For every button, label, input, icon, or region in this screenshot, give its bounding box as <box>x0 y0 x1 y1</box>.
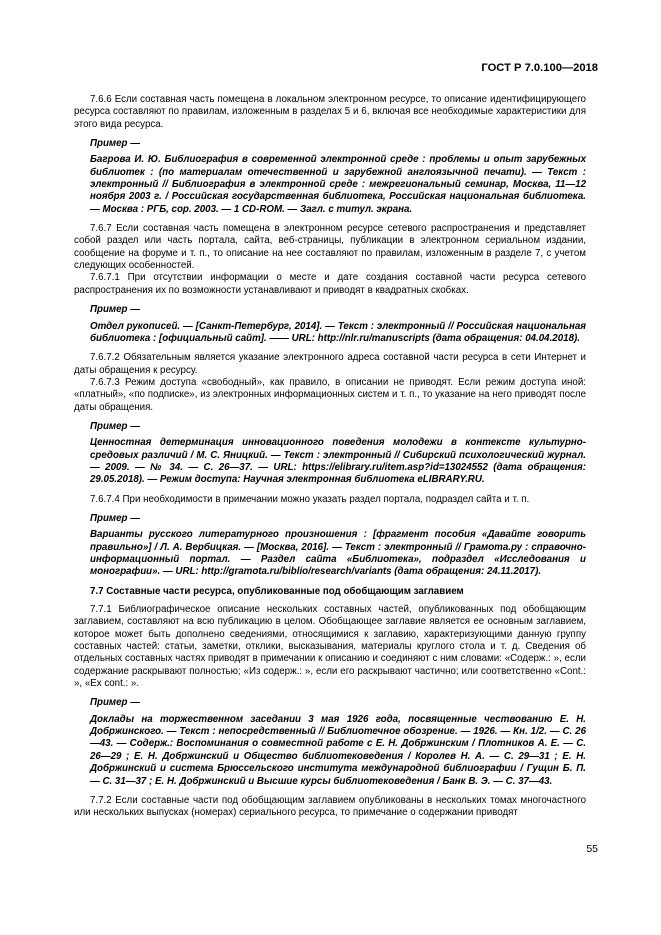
example-label: Пример — <box>90 138 140 150</box>
standard-code-header: ГОСТ Р 7.0.100—2018 <box>481 62 598 74</box>
example-text: Доклады на торжественном заседании 3 мая 1926 года, посвященные чествованию Е. Н. Добржинского. — Текст : непосредственный // Библиотечное обозрение. — 1926. — Кн. 1/2. — С. 26—43. — Содерж.: Воспоминания о совместной работе с Е. Н. Добржинским / Плотников А. Е. — С. 26—29 ; Е. Н. Добржинский и Общество библиотековедения / Королев Н. А. — С. 29—31 ; Е. Н. Добржинский и система Брюссельского института международной библиографии / Гущин Б. П. — С. 31—37 ; Е. Н. Добржинский и Высшие курсы библиотековедения / Банк В. Э. — С. 37—43. <box>90 713 586 787</box>
paragraph-7-7-2: 7.7.2 Если составные части под обобщающим заглавием опубликованы в нескольких томах многочастного или нескольких выпусках (номерах) сериального ресурса, то примечание о содержании приводят <box>74 794 586 819</box>
paragraph-7-6-6: 7.6.6 Если составная часть помещена в локальном электронном ресурсе, то описание идентифицирующего ресурса составляют по правилам, изложенным в разделах 5 и 6, включая все необходимые характеристики для этого вида ресурса. <box>74 94 586 130</box>
paragraph-7-7-1: 7.7.1 Библиографическое описание нескольких составных частей, опубликованных под обобщающим заглавием, составляют на всю публикацию в целом. Обобщающее заглавие является ее основным заглавием, которое может быть дополнено сведениями, относящимися к заглавию, характеризующими данную группу составных частей: статьи, заметки, отклики, высказывания, материалы круглого стола и т. д. Сведения об отдельных составных частях приводят в примечании к описанию и соединяют с ним словами: «Содерж.: », если содержание раскрывают полностью; «Из содерж.: », если его раскрывают частично; или соответственно «Cont.: », «Ex cont.: ». <box>74 604 586 690</box>
paragraph-7-6-7-4: 7.6.7.4 При необходимости в примечании можно указать раздел портала, подраздел сайта и т. п. <box>90 493 530 505</box>
example-label: Пример — <box>90 512 140 524</box>
paragraph-7-6-7-2: 7.6.7.2 Обязательным является указание электронного адреса составной части ресурса в сети Интернет и даты обращения к ресурсу. <box>74 352 586 376</box>
example-text: Ценностная детерминация инновационного поведения молодежи в контексте культурно-средовых различий / М. С. Яницкий. — Текст : электронный // Сибирский психологический журнал. — 2009. — № 34. — С. 26—37. — URL: https://elibrary.ru/item.asp?id=13024552 (дата обращения: 29.05.2018). — Режим доступа: Научная электронная библиотека eLIBRARY.RU. <box>90 437 586 486</box>
example-label: Пример — <box>90 420 140 432</box>
example-text: Багрова И. Ю. Библиография в современной электронной среде : проблемы и опыт зарубежных библиотек : (по материалам отечественной и зарубежной англоязычной печати). — Текст : электронный // Библиография в электронной среде : межрегиональный семинар, Москва, 11—12 ноября 2003 г. / Российская государственная библиотека, Российская национальная библиотека. — Москва : РГБ, сор. 2003. — 1 CD-ROM. — Загл. с титул. экрана. <box>90 154 586 215</box>
example-text: Отдел рукописей. — [Санкт-Петербург, 2014]. — Текст : электронный // Российская национальная библиотека : [официальный сайт]. —— URL: http://nlr.ru/manuscripts (дата обращения: 04.04.2018). <box>90 320 586 344</box>
paragraph-7-6-7-3: 7.6.7.3 Режим доступа «свободный», как правило, в описании не приводят. Если режим доступа иной: «платный», «по подписке», из электронных информационных систем и т. п., то указание на него приводят после даты обращения. <box>74 376 586 413</box>
section-heading-7-7: 7.7 Составные части ресурса, опубликованные под обобщающим заглавием <box>90 585 464 597</box>
example-label: Пример — <box>90 697 140 709</box>
paragraph-7-6-7-1: 7.6.7.1 При отсутствии информации о месте и дате создания составной части ресурса сетевого распространения их по возможности устанавливают и приводят в квадратных скобках. <box>74 272 586 296</box>
paragraph-7-6-7: 7.6.7 Если составная часть помещена в электронном ресурсе сетевого распространения и представляет собой раздел или часть портала, сайта, веб-страницы, публикации в электронном сериальном издании, сообщение на форуме и т. п., то описание на нее составляют по правилам, изложенным в разделе 7, с учетом следующих особенностей. <box>74 223 586 272</box>
example-label: Пример — <box>90 304 140 316</box>
page-content <box>74 94 586 820</box>
example-text: Варианты русского литературного произношения : [фрагмент пособия «Давайте говорить правильно»] / Л. А. Вербицкая. — [Москва, 2016]. — Текст : электронный // Грамота.ру : справочно-информационный портал. — Раздел сайта «Библиотека», подраздел «Исследования и монографии». — URL: http://gramota.ru/biblio/research/variants (дата обращения: 24.11.2017). <box>90 529 586 578</box>
page-number: 55 <box>586 843 598 855</box>
